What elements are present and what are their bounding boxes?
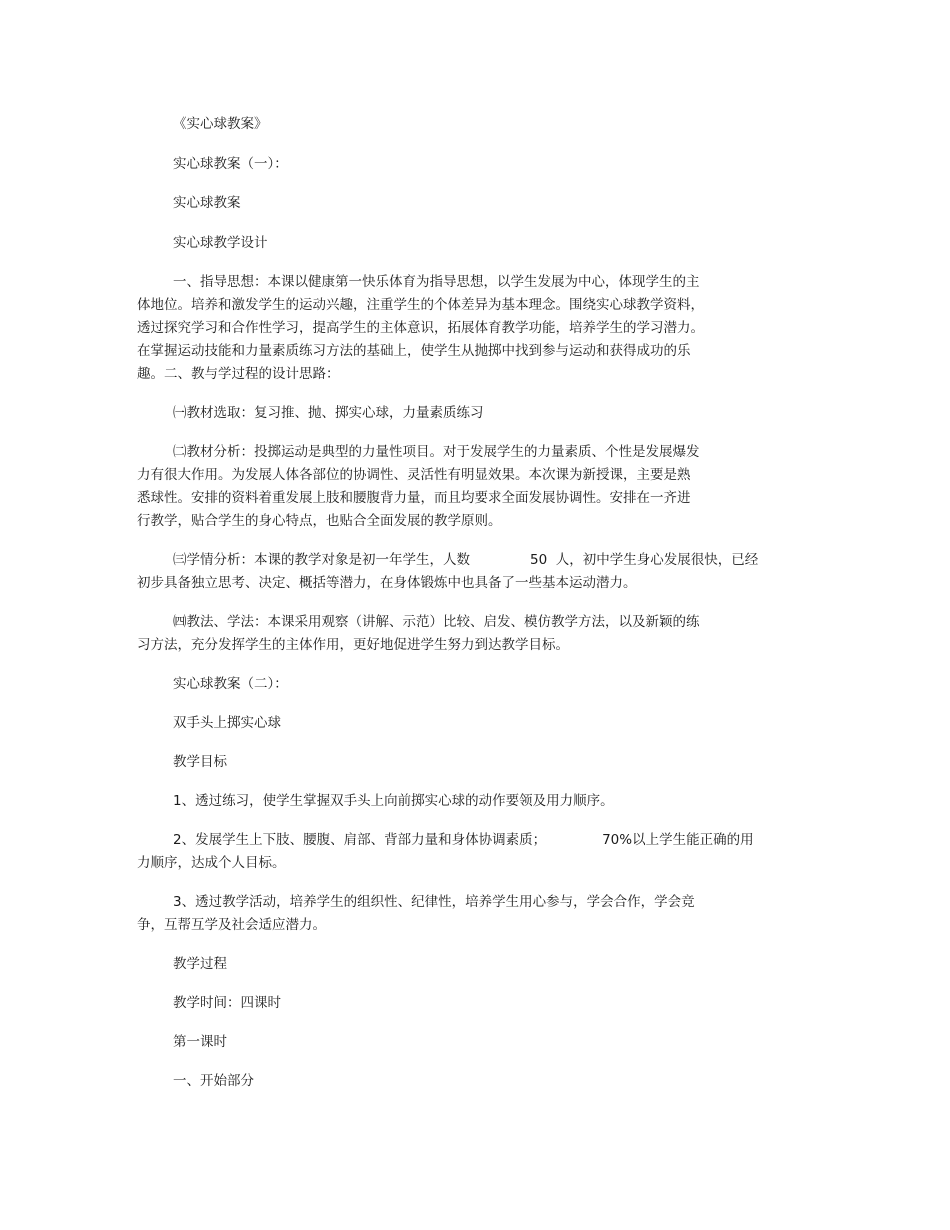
- part1-heading: 实心球教案（一）：: [173, 156, 288, 172]
- material-analysis-line-3: 悉球性。安排的资料着重发展上肢和腰腹背力量，而且均要求全面发展协调性。安排在一齐进: [137, 490, 691, 506]
- guiding-line-5: 趣。二、教与学过程的设计思路：: [137, 366, 340, 382]
- goal-1: 1、透过练习，使学生掌握双手头上向前掷实心球的动作要领及用力顺序。: [173, 793, 614, 809]
- material-selection: ㈠教材选取：复习推、抛、掷实心球，力量素质练习: [173, 405, 484, 421]
- material-analysis-line-4: 行教学，贴合学生的身心特点，也贴合全面发展的教学原则。: [137, 513, 502, 529]
- goal-2-text-b: 70%以上学生能正确的用: [602, 832, 754, 848]
- goal-2-text-a: 2、发展学生上下肢、腰腹、肩部、背部力量和身体协调素质；: [173, 832, 547, 848]
- goal-3-line-1: 3、透过教学活动，培养学生的组织性、纪律性，培养学生用心参与，学会合作，学会竞: [173, 894, 695, 910]
- part2-subtitle: 双手头上掷实心球: [173, 715, 281, 731]
- guiding-line-4: 在掌握运动技能和力量素质练习方法的基础上，使学生从抛掷中找到参与运动和获得成功的乐: [137, 343, 691, 359]
- part2-heading: 实心球教案（二）：: [173, 676, 288, 692]
- material-analysis-line-2: 力有很大作用。为发展人体各部位的协调性、灵活性有明显效果。本次课为新授课，主要是熟: [137, 467, 691, 483]
- guiding-line-3: 透过探究学习和合作性学习，提高学生的主体意识，拓展体育教学功能，培养学生的学习潜力。: [137, 320, 704, 336]
- methods-line-2: 习方法，充分发挥学生的主体作用，更好地促进学生努力到达教学目标。: [137, 637, 569, 653]
- process-heading: 教学过程: [173, 956, 227, 972]
- learner-analysis-line-2: 初步具备独立思考、决定、概括等潜力，在身体锻炼中也具备了一些基本运动潜力。: [137, 575, 637, 591]
- learner-analysis-text-b: 人，初中学生身心发展很快，已经: [555, 552, 759, 568]
- guiding-line-2: 体地位。培养和激发学生的运动兴趣，注重学生的个体差异为基本理念。围绕实心球教学资料，: [137, 297, 704, 313]
- methods-line-1: ㈣教法、学法：本课采用观察（讲解、示范）比较、启发、模仿教学方法，以及新颖的练: [173, 614, 700, 630]
- guiding-line-1: 一、指导思想：本课以健康第一快乐体育为指导思想，以学生发展为中心，体现学生的主: [173, 274, 700, 290]
- lesson-1-heading: 第一课时: [173, 1034, 227, 1050]
- part1-subtitle: 实心球教案: [173, 195, 241, 211]
- goals-heading: 教学目标: [173, 754, 227, 770]
- learner-analysis-text-a: ㈢学情分析：本课的教学对象是初一年学生，人数: [173, 552, 470, 568]
- opening-section-heading: 一、开始部分: [173, 1073, 254, 1089]
- goal-3-line-2: 争，互帮互学及社会适应潜力。: [137, 917, 326, 933]
- material-analysis-line-1: ㈡教材分析：投掷运动是典型的力量性项目。对于发展学生的力量素质、个性是发展爆发: [173, 444, 700, 460]
- learner-analysis-line-1: [137, 549, 853, 572]
- part1-design-heading: 实心球教学设计: [173, 235, 268, 251]
- teaching-time: 教学时间：四课时: [173, 995, 281, 1011]
- document-title: 《实心球教案》: [173, 116, 268, 132]
- learner-count: 50: [530, 552, 548, 568]
- goal-2-line-1: [137, 829, 853, 852]
- goal-2-line-2: 力顺序，达成个人目标。: [137, 855, 286, 871]
